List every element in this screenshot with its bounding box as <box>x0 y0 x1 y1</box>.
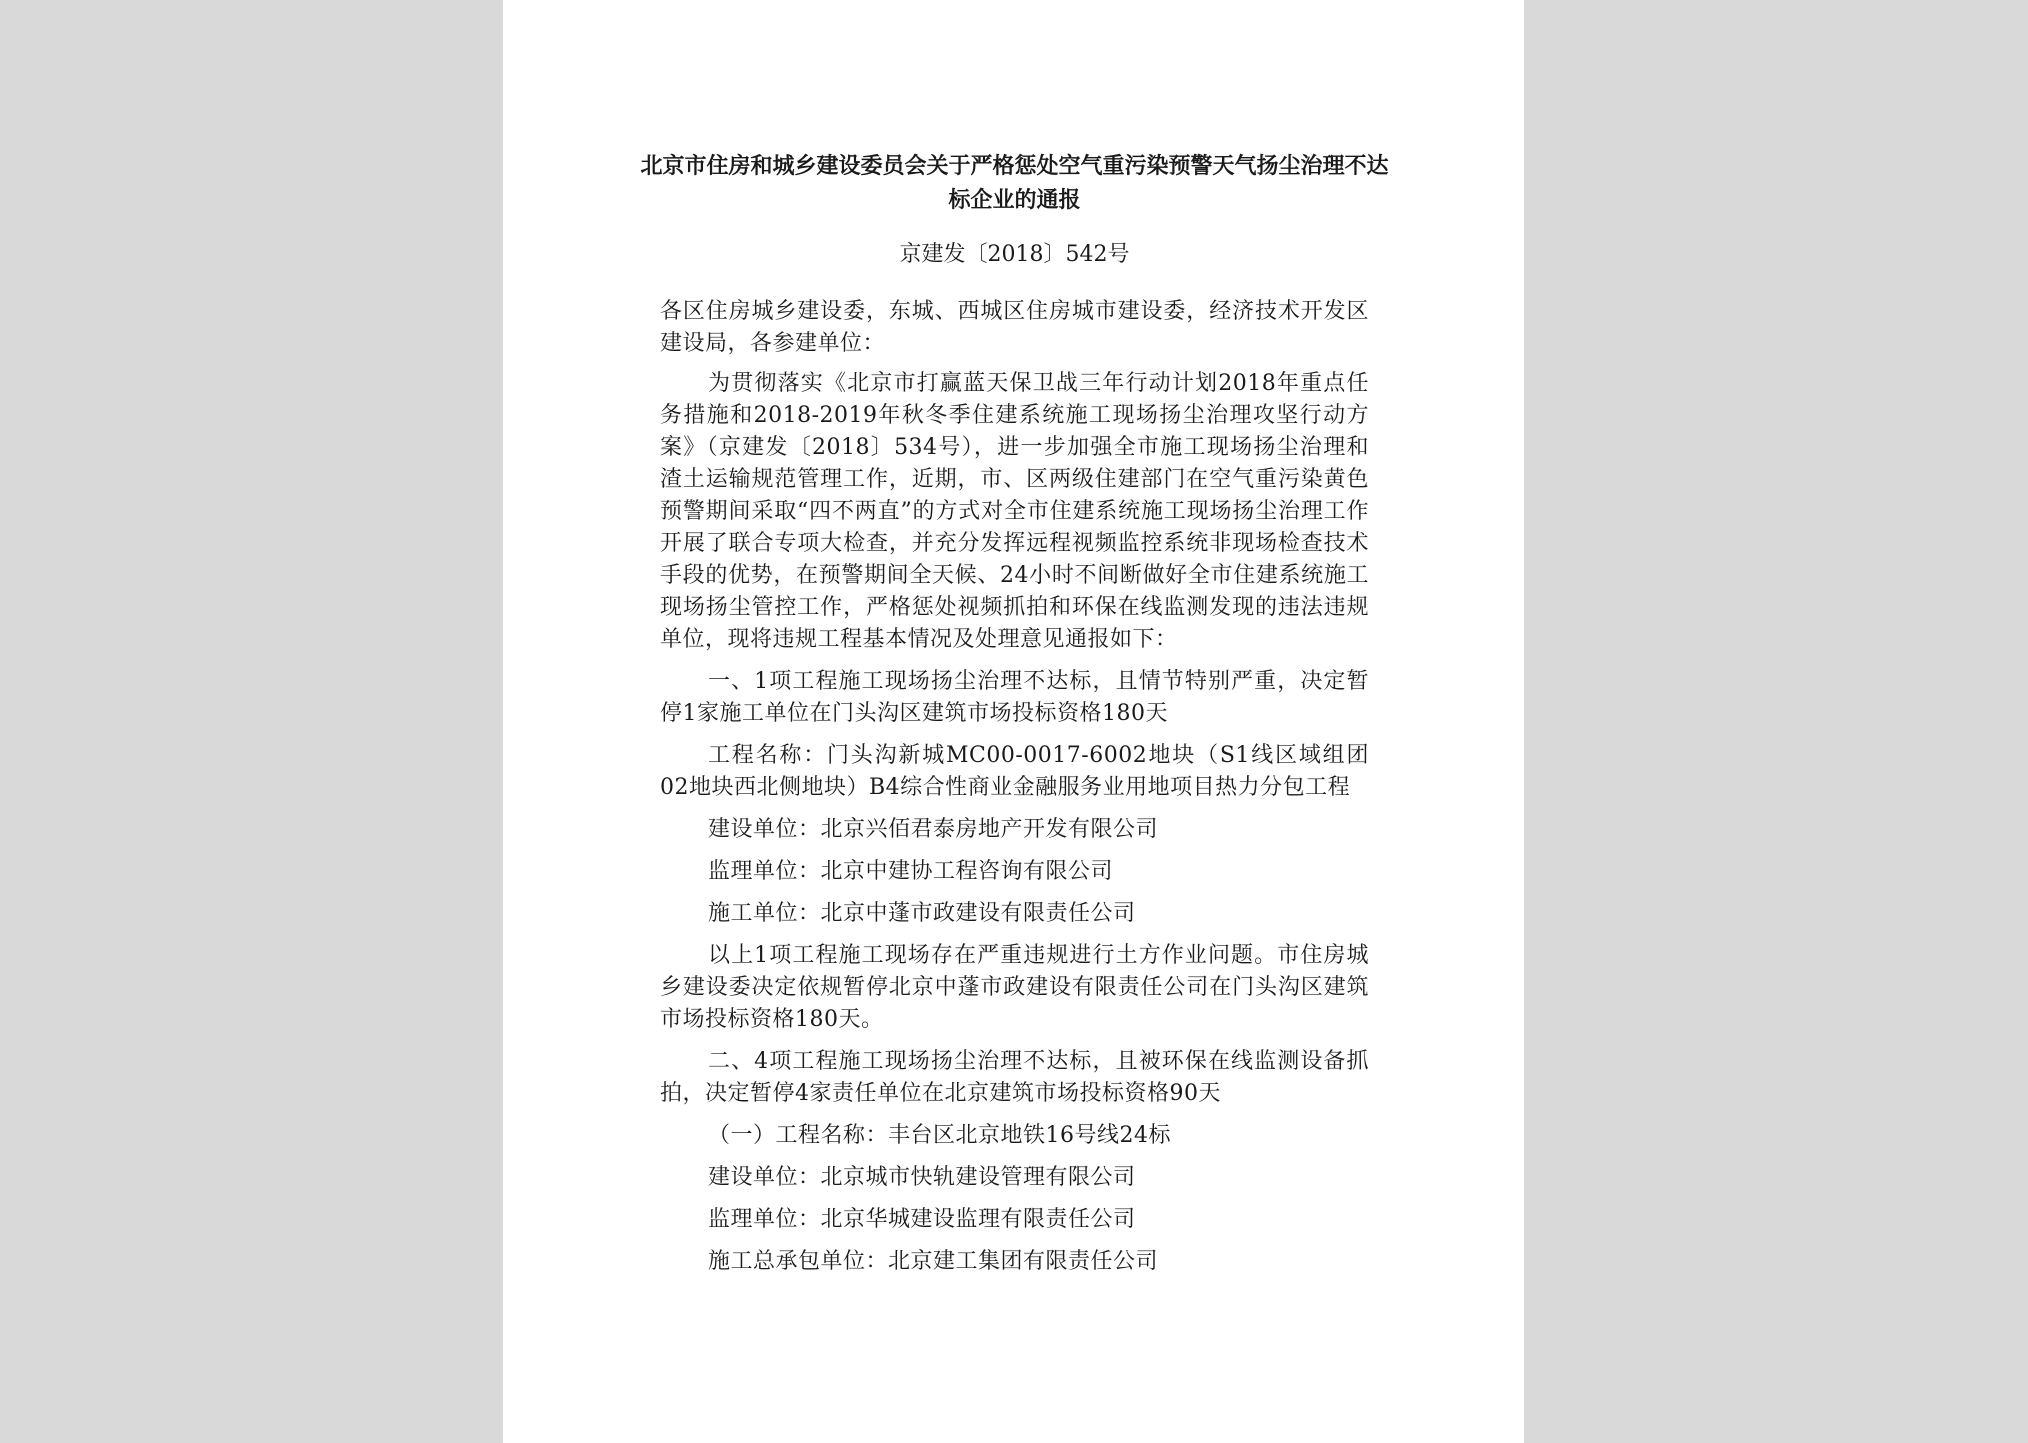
paragraph-intro: 为贯彻落实《北京市打赢蓝天保卫战三年行动计划2018年重点任务措施和2018-2019年秋冬季住建系统施工现场扬尘治理攻坚行动方案》（京建发〔2018〕534号），进一步加强全市施工现场扬尘治理和渣土运输规范管理工作，近期，市、区两级住建部门在空气重污染黄色预警期间采取“四不两直”的方式对全市住建系统施工现场扬尘治理工作开展了联合专项大检查，并充分发挥远程视频监控系统非现场检查技术手段的优势，在预警期间全天候、24小时不间断做好全市住建系统施工现场扬尘管控工作，严格惩处视频抓拍和环保在线监测发现的违法违规单位，现将违规工程基本情况及处理意见通报如下： <box>660 371 1369 652</box>
addressee: 各区住房城乡建设委，东城、西城区住房城市建设委，经济技术开发区建设局，各参建单位： <box>660 299 1369 356</box>
contractor-unit-1: 施工单位：北京中蓬市政建设有限责任公司 <box>708 901 1136 926</box>
decision-paragraph-1: 以上1项工程施工现场存在严重违规进行土方作业问题。市住房城乡建设委决定依规暂停北京中蓬市政建设有限责任公司在门头沟区建筑市场投标资格180天。 <box>660 943 1369 1032</box>
project-name-2: （一）工程名称：丰台区北京地铁16号线24标 <box>708 1123 1171 1148</box>
supervision-unit-2: 监理单位：北京华城建设监理有限责任公司 <box>708 1207 1136 1232</box>
supervision-unit-1: 监理单位：北京中建协工程咨询有限公司 <box>708 859 1114 884</box>
project-name-1: 工程名称：门头沟新城MC00-0017-6002地块（S1线区域组团02地块西北侧地块）B4综合性商业金融服务业用地项目热力分包工程 <box>660 743 1369 800</box>
document-title: 北京市住房和城乡建设委员会关于严格惩处空气重污染预警天气扬尘治理不达标企业的通报 <box>640 154 1389 213</box>
section-heading-1: 一、1项工程施工现场扬尘治理不达标，且情节特别严重，决定暂停1家施工单位在门头沟区建筑市场投标资格180天 <box>660 669 1369 726</box>
document-number: 京建发〔2018〕542号 <box>899 242 1130 267</box>
section-heading-2: 二、4项工程施工现场扬尘治理不达标，且被环保在线监测设备抓拍，决定暂停4家责任单位在北京建筑市场投标资格90天 <box>660 1049 1369 1106</box>
document-page <box>503 0 1524 1443</box>
general-contractor-2: 施工总承包单位：北京建工集团有限责任公司 <box>708 1249 1159 1274</box>
construction-unit-1: 建设单位：北京兴佰君泰房地产开发有限公司 <box>708 817 1159 842</box>
construction-unit-2: 建设单位：北京城市快轨建设管理有限公司 <box>708 1165 1136 1190</box>
